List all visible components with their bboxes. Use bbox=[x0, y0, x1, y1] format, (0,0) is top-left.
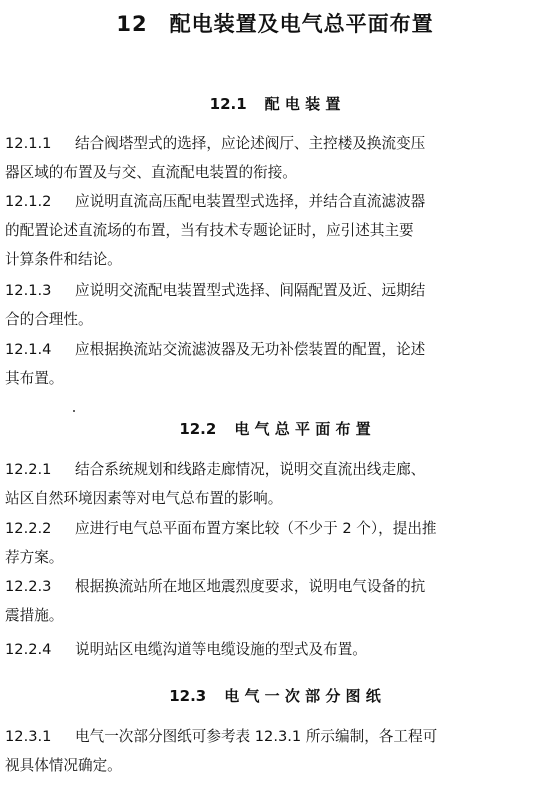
clause-number: 12.2.1 bbox=[5, 461, 52, 478]
scan-speck bbox=[73, 410, 75, 412]
clause-number: 12.2.3 bbox=[5, 578, 52, 595]
clause-12-1-3-line-1 bbox=[5, 281, 425, 301]
clause-12-2-3-line-1 bbox=[5, 577, 425, 597]
section-number: 12.1 bbox=[209, 95, 247, 113]
clause-12-2-1-line-2 bbox=[5, 489, 282, 509]
clause-number: 12.1.3 bbox=[5, 282, 52, 299]
clause-text: 计算条件和结论。 bbox=[5, 251, 122, 268]
clause-12-1-3-line-2 bbox=[5, 310, 93, 330]
clause-number: 12.3.1 bbox=[5, 728, 52, 745]
section-title: 配 电 装 置 bbox=[264, 95, 341, 113]
clause-text: 电气一次部分图纸可参考表 12.3.1 所示编制，各工程可 bbox=[75, 728, 438, 745]
clause-12-2-4-line-1 bbox=[5, 640, 367, 660]
clause-text: 应根据换流站交流滤波器及无功补偿装置的配置，论述 bbox=[75, 341, 426, 358]
clause-text: 器区域的布置及与交、直流配电装置的衔接。 bbox=[5, 164, 297, 181]
clause-number: 12.1.2 bbox=[5, 193, 52, 210]
chapter-title: 配电装置及电气总平面布置 bbox=[169, 12, 434, 36]
clause-text: 结合系统规划和线路走廊情况，说明交直流出线走廊、 bbox=[75, 461, 426, 478]
clause-text: 根据换流站所在地区地震烈度要求，说明电气设备的抗 bbox=[75, 578, 426, 595]
chapter-number: 12 bbox=[116, 12, 148, 36]
clause-text: 视具体情况确定。 bbox=[5, 757, 122, 774]
clause-12-3-1-line-2 bbox=[5, 756, 122, 776]
section-number: 12.2 bbox=[179, 420, 217, 438]
clause-text: 结合阀塔型式的选择，应论述阀厅、主控楼及换流变压 bbox=[75, 135, 426, 152]
clause-number: 12.1.4 bbox=[5, 341, 52, 358]
clause-text: 应说明直流高压配电装置型式选择，并结合直流滤波器 bbox=[75, 193, 426, 210]
clause-12-1-2-line-3 bbox=[5, 250, 122, 270]
clause-12-2-2-line-1 bbox=[5, 519, 437, 539]
clause-12-1-2-line-2 bbox=[5, 221, 414, 241]
clause-12-1-1-line-2 bbox=[5, 163, 297, 183]
clause-12-3-1-line-1 bbox=[5, 727, 437, 747]
clause-12-1-2-line-1 bbox=[5, 192, 425, 212]
clause-text: 其布置。 bbox=[5, 370, 64, 387]
clause-number: 12.2.4 bbox=[5, 641, 52, 658]
clause-number: 12.1.1 bbox=[5, 135, 52, 152]
clause-text: 合的合理性。 bbox=[5, 311, 93, 328]
clause-12-1-4-line-2 bbox=[5, 369, 63, 389]
clause-12-2-1-line-1 bbox=[5, 460, 425, 480]
clause-text: 的配置论述直流场的布置，当有技术专题论证时，应引述其主要 bbox=[5, 222, 414, 239]
section-heading-12-2 bbox=[0, 418, 550, 439]
section-title: 电 气 一 次 部 分 图 纸 bbox=[224, 687, 381, 705]
section-number: 12.3 bbox=[169, 687, 207, 705]
clause-12-1-4-line-1 bbox=[5, 340, 425, 360]
chapter-heading bbox=[0, 8, 550, 38]
clause-text: 震措施。 bbox=[5, 607, 64, 624]
clause-12-1-1-line-1 bbox=[5, 134, 425, 154]
clause-text: 应说明交流配电装置型式选择、间隔配置及近、远期结 bbox=[75, 282, 426, 299]
clause-text: 站区自然环境因素等对电气总布置的影响。 bbox=[5, 490, 283, 507]
clause-text: 说明站区电缆沟道等电缆设施的型式及布置。 bbox=[75, 641, 367, 658]
clause-text: 荐方案。 bbox=[5, 549, 64, 566]
section-title: 电 气 总 平 面 布 置 bbox=[234, 420, 371, 438]
section-heading-12-1 bbox=[0, 93, 550, 114]
clause-text: 应进行电气总平面布置方案比较（不少于 2 个），提出推 bbox=[75, 520, 437, 537]
clause-number: 12.2.2 bbox=[5, 520, 52, 537]
section-heading-12-3 bbox=[0, 685, 550, 706]
clause-12-2-3-line-2 bbox=[5, 606, 63, 626]
clause-12-2-2-line-2 bbox=[5, 548, 63, 568]
